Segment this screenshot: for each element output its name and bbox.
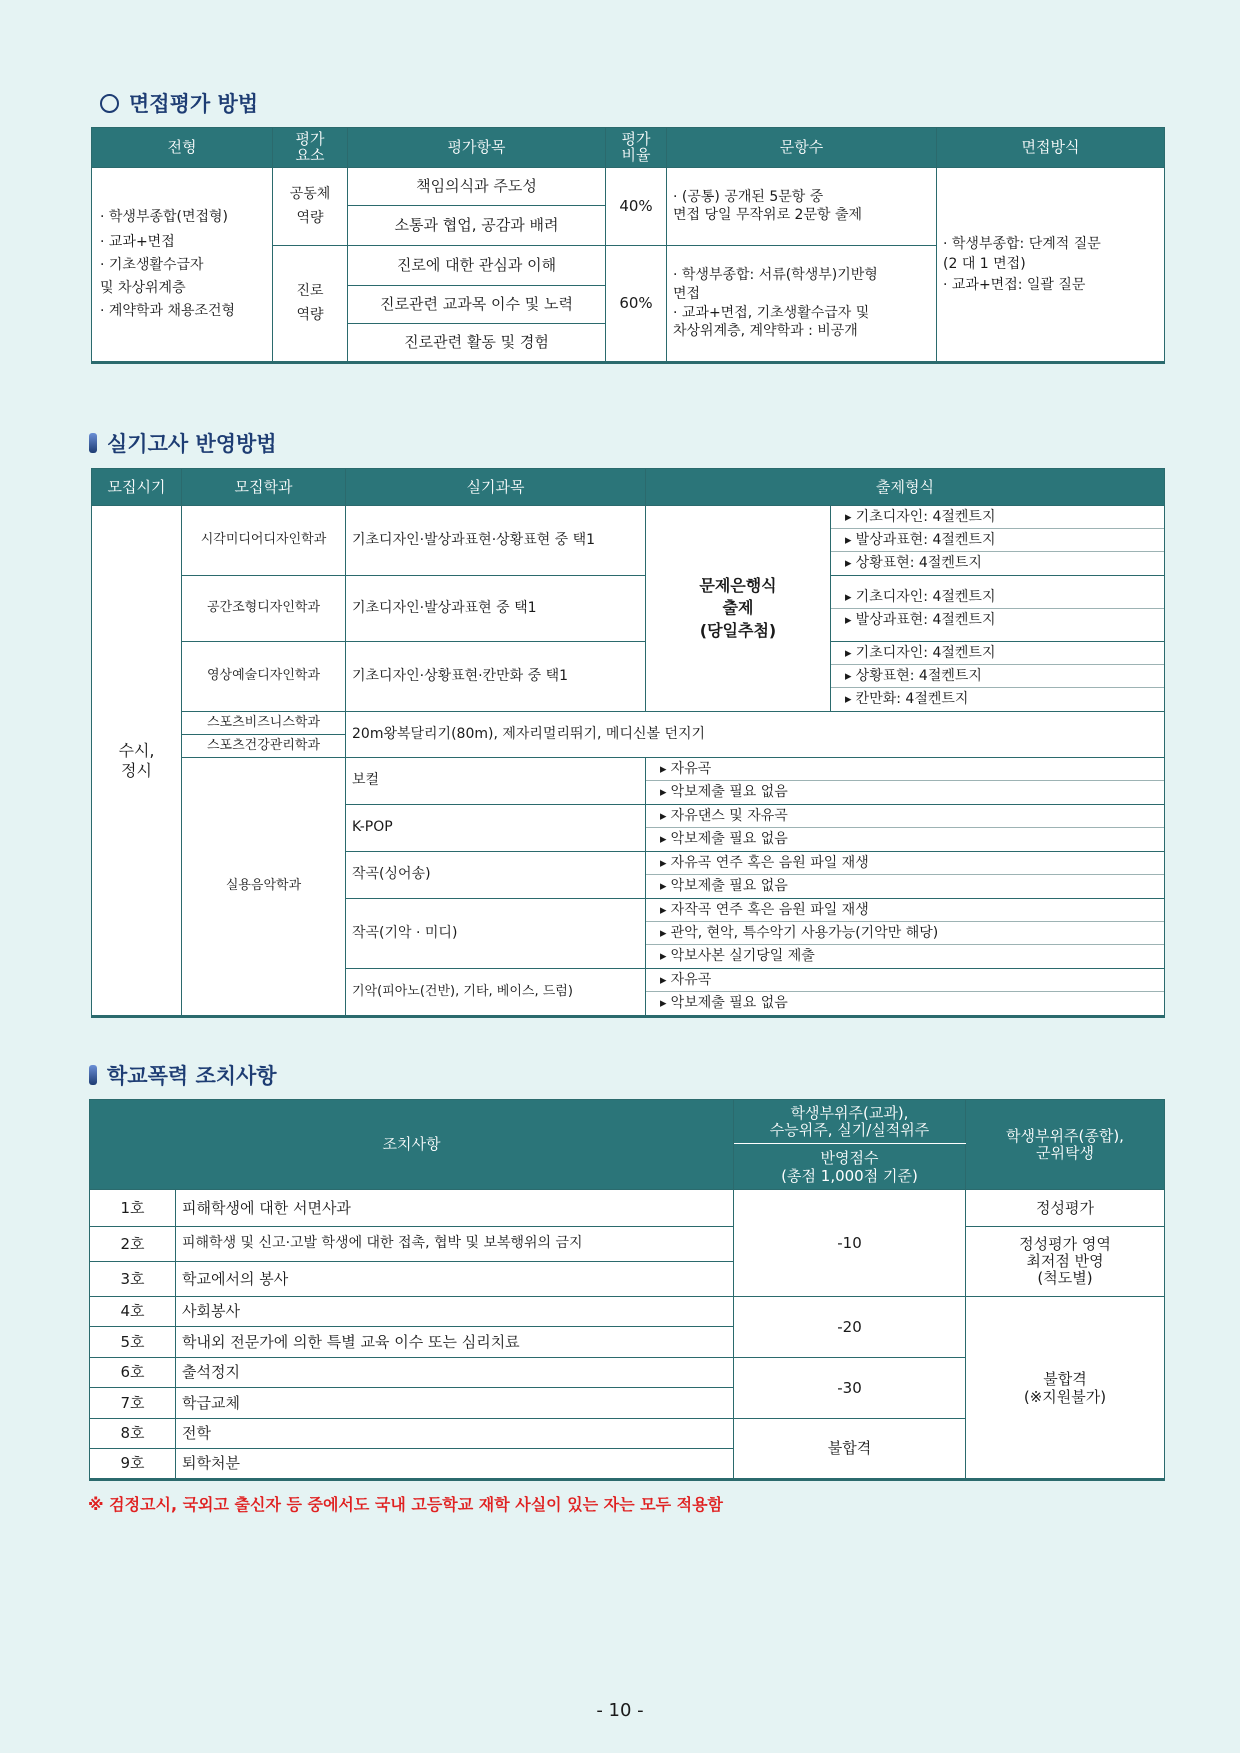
violence-table xyxy=(89,1099,1165,1481)
music-format xyxy=(646,852,1165,899)
format-video xyxy=(831,642,1165,712)
row-no: 1호 xyxy=(90,1190,176,1227)
dept-visual: 시각미디어디자인학과 xyxy=(182,506,346,576)
header-type: 전형 xyxy=(92,128,273,168)
section-title-text: 실기고사 반영방법 xyxy=(107,432,277,456)
row-no: 4호 xyxy=(90,1297,176,1327)
period-cell: 수시, 정시 xyxy=(92,506,182,1017)
type-list xyxy=(92,168,273,363)
format-item: ▸ 자유댄스 및 자유곡 xyxy=(646,805,1164,828)
format-item: ▸ 발상과표현: 4절켄트지 xyxy=(831,529,1164,552)
type-item: · 학생부종합(면접형) xyxy=(100,205,264,230)
music-format xyxy=(646,805,1165,852)
eval-qualitative: 정성평가 xyxy=(966,1190,1165,1227)
format-item: ▸ 악보사본 실기당일 제출 xyxy=(646,945,1164,968)
format-item: ▸ 기초디자인: 4절켄트지 xyxy=(831,586,1164,609)
music-format xyxy=(646,969,1165,1017)
format-item: ▸ 자작곡 연주 혹은 음원 파일 재생 xyxy=(646,899,1164,922)
questions-item: · 교과+면접, 기초생활수급자 및 차상위계층, 계약학과 : 비공개 xyxy=(673,304,930,342)
music-subject: 기악(피아노(건반), 기타, 베이스, 드럼) xyxy=(346,969,646,1017)
header-item: 평가항목 xyxy=(348,128,606,168)
header-col1: 학생부위주(교과), 수능위주, 실기/실적위주 xyxy=(734,1100,966,1144)
question-bank: 문제은행식 출제 (당일추첨) xyxy=(646,506,831,712)
circle-icon xyxy=(100,94,119,113)
format-item: ▸ 악보제출 필요 없음 xyxy=(646,828,1164,851)
subject-space: 기초디자인·발상과표현 중 택1 xyxy=(346,576,646,642)
element-career: 진로 역량 xyxy=(273,246,348,363)
music-format xyxy=(646,899,1165,969)
row-no: 3호 xyxy=(90,1262,176,1297)
sports-subjects: 20m왕복달리기(80m), 제자리멀리뛰기, 메디신볼 던지기 xyxy=(346,712,1165,758)
score-fail: 불합격 xyxy=(734,1419,966,1480)
questions-item: · 학생부종합: 서류(학생부)기반형 면접 xyxy=(673,266,930,304)
row-text: 학교에서의 봉사 xyxy=(176,1262,734,1297)
row-no: 5호 xyxy=(90,1327,176,1358)
format-item: ▸ 자유곡 xyxy=(646,969,1164,992)
header-subject: 실기과목 xyxy=(346,469,646,506)
music-subject: 보컬 xyxy=(346,758,646,805)
section-title-practical xyxy=(89,428,277,458)
item: 진로에 대한 관심과 이해 xyxy=(348,246,606,286)
format-item: ▸ 상황표현: 4절켄트지 xyxy=(831,665,1164,688)
row-no: 8호 xyxy=(90,1419,176,1449)
row-text: 피해학생에 대한 서면사과 xyxy=(176,1190,734,1227)
music-subject: 작곡(기악 · 미디) xyxy=(346,899,646,969)
row-text: 퇴학처분 xyxy=(176,1449,734,1480)
music-subject: K-POP xyxy=(346,805,646,852)
format-item: ▸ 칸만화: 4절켄트지 xyxy=(831,688,1164,711)
item: 진로관련 교과목 이수 및 노력 xyxy=(348,286,606,324)
format-item: ▸ 자유곡 xyxy=(646,758,1164,781)
ratio-60: 60% xyxy=(606,246,667,363)
header-dept: 모집학과 xyxy=(182,469,346,506)
subject-video: 기초디자인·상황표현·칸만화 중 택1 xyxy=(346,642,646,712)
type-item: · 교과+면접 xyxy=(100,230,264,255)
eval-fail: 불합격 (※지원불가) xyxy=(966,1297,1165,1480)
method-item: · 학생부종합: 단계적 질문 (2 대 1 면접) xyxy=(943,234,1158,275)
ratio-40: 40% xyxy=(606,168,667,246)
header-period: 모집시기 xyxy=(92,469,182,506)
format-item: ▸ 악보제출 필요 없음 xyxy=(646,992,1164,1015)
section-title-text: 학교폭력 조치사항 xyxy=(107,1064,277,1088)
header-measure: 조치사항 xyxy=(90,1100,734,1190)
format-item: ▸ 기초디자인: 4절켄트지 xyxy=(831,506,1164,529)
format-visual xyxy=(831,506,1165,576)
header-score: 반영점수 (총점 1,000점 기준) xyxy=(734,1144,966,1190)
format-item: ▸ 상황표현: 4절켄트지 xyxy=(831,552,1164,575)
dept-space: 공간조형디자인학과 xyxy=(182,576,346,642)
practical-table xyxy=(91,468,1165,1018)
music-subject: 작곡(싱어송) xyxy=(346,852,646,899)
row-text: 피해학생 및 신고·고발 학생에 대한 접촉, 협박 및 보복행위의 금지 xyxy=(176,1227,734,1262)
dept-video: 영상예술디자인학과 xyxy=(182,642,346,712)
type-item: · 기초생활수급자 및 차상위계층 xyxy=(100,254,264,299)
dept-sports-business: 스포츠비즈니스학과 xyxy=(182,712,346,735)
format-item: ▸ 기초디자인: 4절켄트지 xyxy=(831,642,1164,665)
header-col2: 학생부위주(종합), 군위탁생 xyxy=(966,1100,1165,1190)
format-item: ▸ 악보제출 필요 없음 xyxy=(646,875,1164,898)
row-text: 사회봉사 xyxy=(176,1297,734,1327)
questions-common: · (공통) 공개된 5문항 중 면접 당일 무작위로 2문항 출제 xyxy=(667,168,937,246)
score-30: -30 xyxy=(734,1358,966,1419)
score-10: -10 xyxy=(734,1190,966,1297)
section-title-text: 면접평가 방법 xyxy=(129,92,259,116)
type-item: · 계약학과 채용조건형 xyxy=(100,299,264,324)
bar-icon xyxy=(89,433,97,453)
interview-table xyxy=(91,127,1165,364)
item: 진로관련 활동 및 경험 xyxy=(348,324,606,363)
element-community: 공동체 역량 xyxy=(273,168,348,246)
row-text: 학내외 전문가에 의한 특별 교육 이수 또는 심리치료 xyxy=(176,1327,734,1358)
row-no: 2호 xyxy=(90,1227,176,1262)
format-space xyxy=(831,576,1165,642)
subject-visual: 기초디자인·발상과표현·상황표현 중 택1 xyxy=(346,506,646,576)
row-text: 학급교체 xyxy=(176,1388,734,1419)
item: 책임의식과 주도성 xyxy=(348,168,606,206)
section-title-interview xyxy=(100,88,258,118)
dept-sports-health: 스포츠건강관리학과 xyxy=(182,735,346,758)
method-cell xyxy=(937,168,1165,363)
method-item: · 교과+면접: 일괄 질문 xyxy=(943,275,1158,295)
dept-music: 실용음악학과 xyxy=(182,758,346,1017)
footnote: ※ 검정고시, 국외고 출신자 등 중에서도 국내 고등학교 재학 사실이 있는 자는 모두 적용함 xyxy=(88,1495,724,1514)
header-questions: 문항수 xyxy=(667,128,937,168)
section-title-violence xyxy=(89,1060,277,1090)
row-no: 7호 xyxy=(90,1388,176,1419)
score-20: -20 xyxy=(734,1297,966,1358)
header-element: 평가 요소 xyxy=(273,128,348,168)
row-text: 출석정지 xyxy=(176,1358,734,1388)
header-ratio: 평가 비율 xyxy=(606,128,667,168)
eval-minimum: 정성평가 영역 최저점 반영 (척도별) xyxy=(966,1227,1165,1297)
row-no: 9호 xyxy=(90,1449,176,1480)
format-item: ▸ 관악, 현악, 특수악기 사용가능(기악만 해당) xyxy=(646,922,1164,945)
music-format xyxy=(646,758,1165,805)
format-item: ▸ 악보제출 필요 없음 xyxy=(646,781,1164,804)
item: 소통과 협업, 공감과 배려 xyxy=(348,206,606,246)
questions-career xyxy=(667,246,937,363)
format-item: ▸ 발상과표현: 4절켄트지 xyxy=(831,609,1164,632)
format-item: ▸ 자유곡 연주 혹은 음원 파일 재생 xyxy=(646,852,1164,875)
bar-icon xyxy=(89,1065,97,1085)
header-method: 면접방식 xyxy=(937,128,1165,168)
row-no: 6호 xyxy=(90,1358,176,1388)
page-number: - 10 - xyxy=(596,1700,644,1721)
row-text: 전학 xyxy=(176,1419,734,1449)
header-format: 출제형식 xyxy=(646,469,1165,506)
